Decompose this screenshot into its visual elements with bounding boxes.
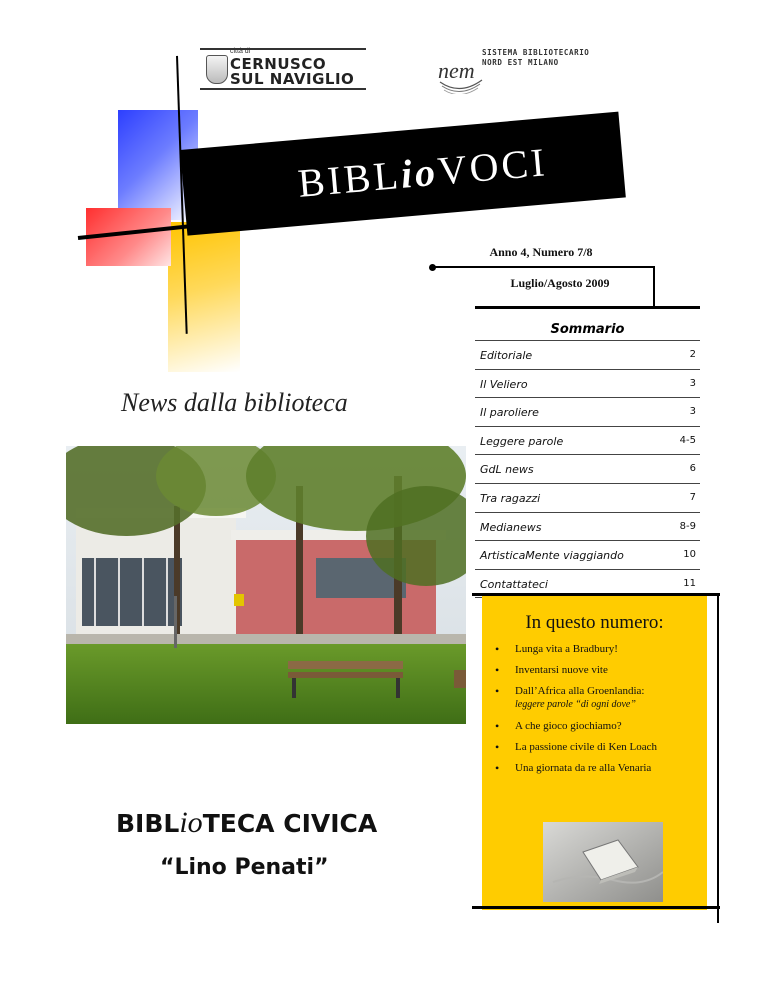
toc-label: Leggere parole <box>480 434 564 448</box>
toc-row[interactable] <box>475 397 700 426</box>
toc-page: 10 <box>683 549 696 561</box>
sommario-top-rule <box>475 306 700 309</box>
logo-system-line1: SISTEMA BIBLIOTECARIO <box>482 48 590 57</box>
toc-label: GdL news <box>480 463 534 477</box>
title-part-voci: VOCI <box>435 139 550 194</box>
date-rule-vertical <box>653 266 655 306</box>
toc-label: Il Veliero <box>480 377 528 391</box>
toc-page: 2 <box>689 349 696 360</box>
toc-row[interactable] <box>475 540 700 569</box>
toc-label: Medianews <box>480 520 542 534</box>
list-item[interactable] <box>495 740 700 754</box>
list-item[interactable] <box>495 642 700 656</box>
mondrian-yellow-rect <box>168 222 240 372</box>
logo-rule-top <box>200 48 366 50</box>
sistema-bibliotecario-logo <box>436 46 596 98</box>
issue-number: Anno 4, Numero 7/8 <box>489 245 593 259</box>
svg-text:nem: nem <box>438 58 475 83</box>
nem-logo-icon <box>436 52 484 94</box>
coat-of-arms-icon <box>206 55 228 84</box>
logo-city-name-line2: SUL NAVIGLIO <box>230 70 355 88</box>
date-rule-horizontal <box>432 266 654 268</box>
library-name <box>116 806 377 840</box>
list-item-text: Inventarsi nuove vite <box>515 664 608 676</box>
book-in-sand-image <box>543 822 663 902</box>
list-item-text: A che gioco giochiamo? <box>515 720 622 732</box>
toc-row[interactable] <box>475 340 700 369</box>
sommario-table <box>475 340 700 598</box>
title-part-bibl: BIBL <box>296 152 403 206</box>
list-item[interactable] <box>495 684 700 712</box>
library-name-part-io: io <box>179 806 203 839</box>
in-questo-numero-title: In questo numero: <box>525 612 664 633</box>
toc-label: Il paroliere <box>480 406 539 420</box>
toc-label: Contattateci <box>480 577 548 591</box>
list-item-text: Dall’Africa alla Groenlandia: <box>515 685 645 697</box>
list-item-text: Una giornata da re alla Venaria <box>515 762 652 774</box>
issue-date: Luglio/Agosto 2009 <box>510 276 610 290</box>
news-heading: News dalla biblioteca <box>121 388 348 417</box>
library-name-part-bibl: BIBL <box>116 809 180 838</box>
toc-row[interactable] <box>475 454 700 483</box>
list-item[interactable] <box>495 663 700 677</box>
toc-row[interactable] <box>475 483 700 512</box>
toc-label: Editoriale <box>480 349 533 362</box>
toc-page: 3 <box>689 377 696 389</box>
list-item-text: Lunga vita a Bradbury! <box>515 643 618 655</box>
logo-city-name-line1: CERNUSCO <box>230 55 327 73</box>
toc-page: 7 <box>689 491 696 503</box>
cernusco-logo <box>200 48 366 90</box>
toc-row[interactable] <box>475 512 700 541</box>
logo-rule-bottom <box>200 88 366 90</box>
logo-city-prefix: città di <box>230 48 251 55</box>
in-questo-numero-list <box>495 642 700 782</box>
sidebar-top-rule <box>472 593 720 596</box>
library-subtitle: “Lino Penati” <box>160 855 329 880</box>
list-item[interactable] <box>495 719 700 733</box>
sidebar-bottom-rule <box>472 906 720 909</box>
library-photo <box>66 446 466 724</box>
sidebar-vertical-rule <box>717 593 719 923</box>
sommario-title: Sommario <box>550 322 625 337</box>
library-name-part-teca-civica: TECA CIVICA <box>202 809 378 838</box>
logo-system-line2: NORD EST MILANO <box>482 58 559 67</box>
toc-row[interactable] <box>475 369 700 398</box>
toc-label: Tra ragazzi <box>480 491 541 505</box>
list-item-text: La passione civile di Ken Loach <box>515 741 658 753</box>
toc-page: 8-9 <box>679 520 696 532</box>
toc-page: 4-5 <box>679 434 696 446</box>
title-part-io: io <box>398 148 440 197</box>
toc-page: 6 <box>689 463 696 475</box>
toc-row[interactable] <box>475 426 700 455</box>
toc-page: 3 <box>689 406 696 418</box>
list-item-subtitle: leggere parole “di ogni dove” <box>515 699 636 710</box>
toc-label: ArtisticaMente viaggiando <box>480 549 624 563</box>
toc-page: 11 <box>683 577 696 589</box>
list-item[interactable] <box>495 761 700 775</box>
